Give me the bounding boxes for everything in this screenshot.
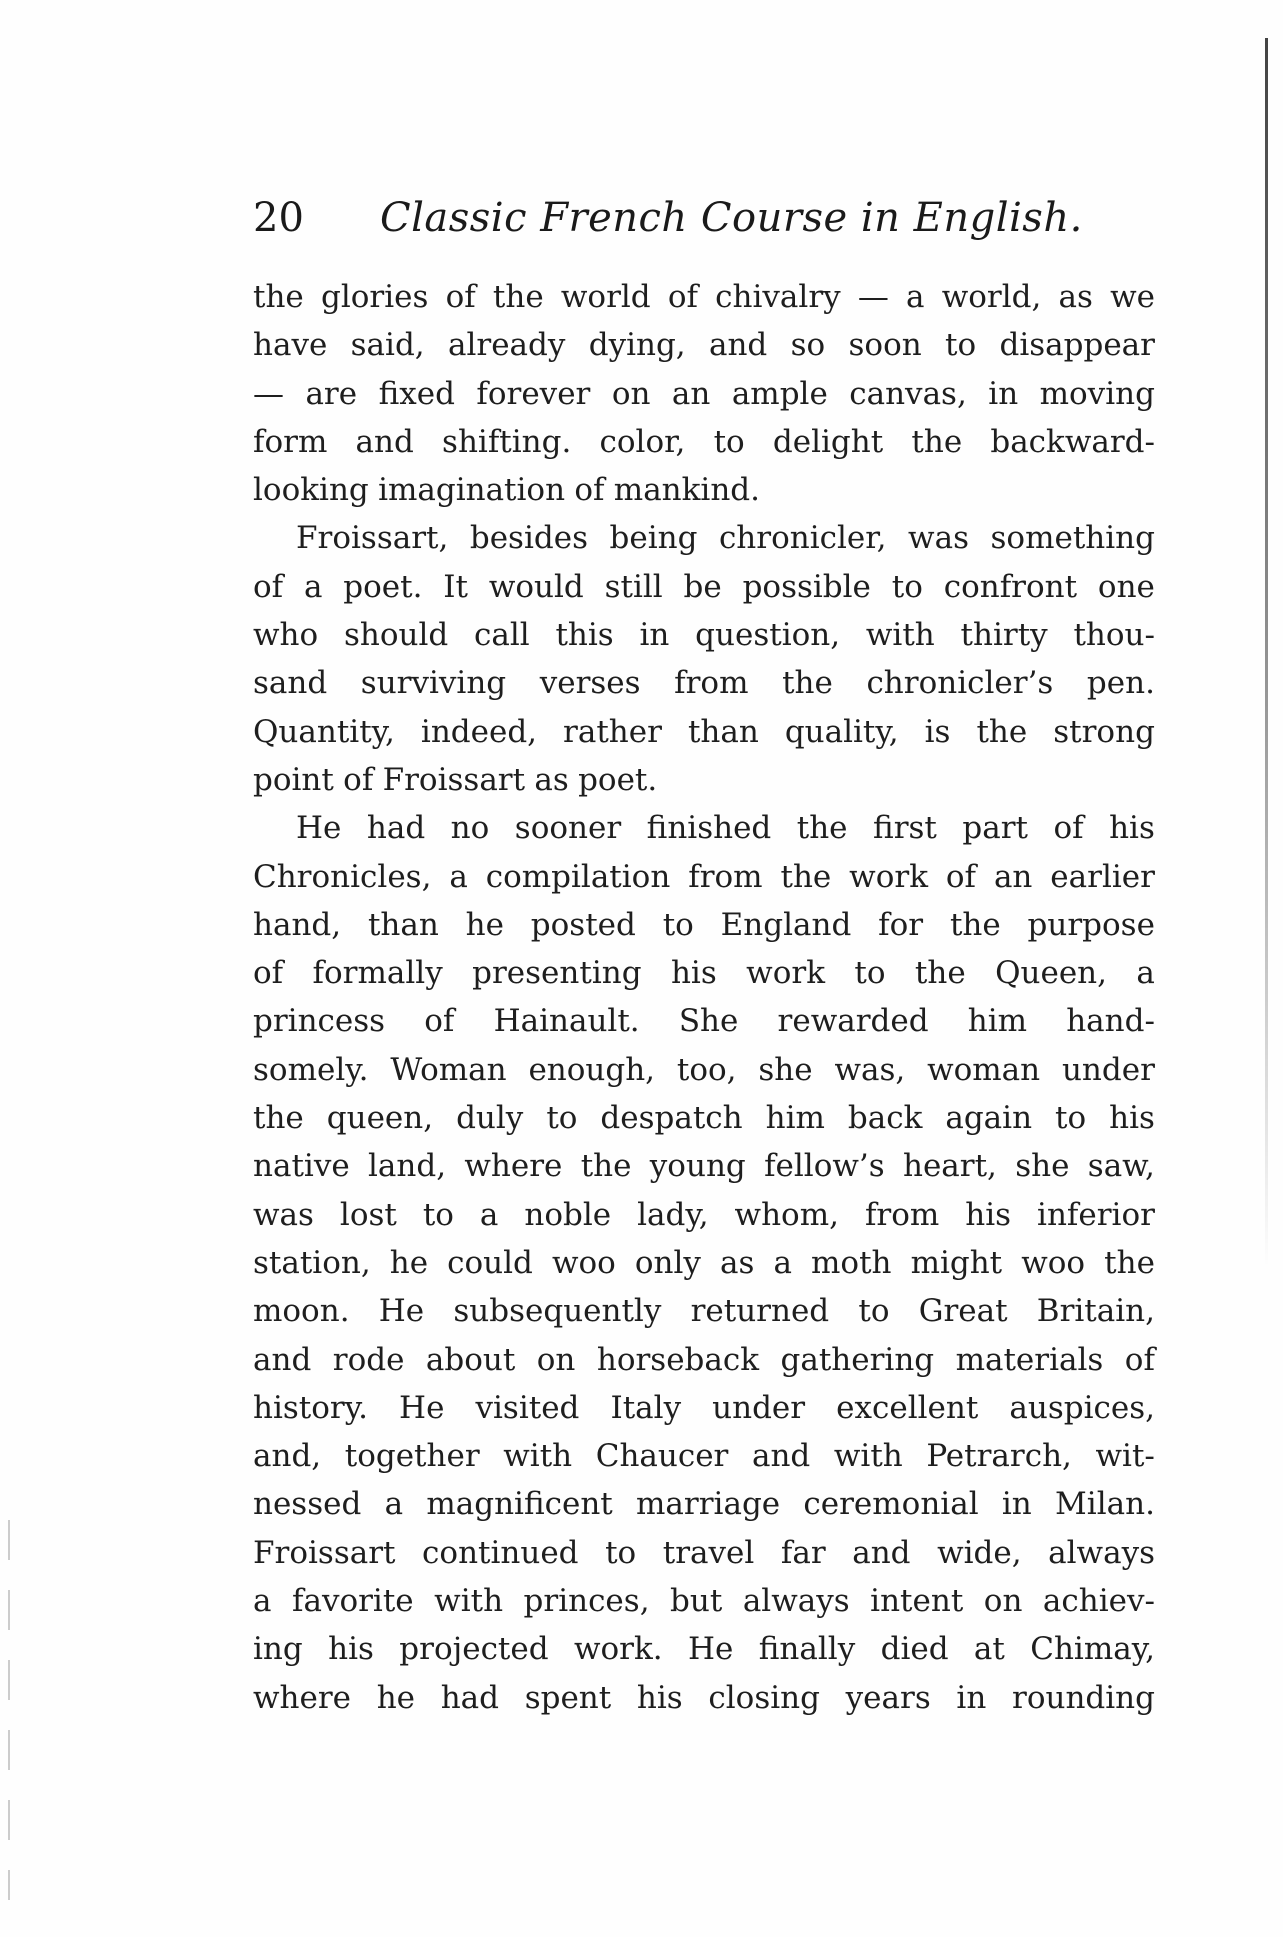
text-line: — are fixed forever on an ample canvas, in moving xyxy=(253,375,1155,412)
text-line: of a poet. It would still be possible to confront one xyxy=(253,568,1155,605)
text-line: station, he could woo only as a moth might woo the xyxy=(253,1244,1155,1281)
text-line: have said, already dying, and so soon to disappear xyxy=(253,327,1155,364)
text-line: nessed a magnificent marriage ceremonial in Milan. xyxy=(253,1486,1155,1523)
text-line: and, together with Chaucer and with Petrarch, wit- xyxy=(253,1438,1155,1475)
running-header xyxy=(253,193,1153,249)
text-line: of formally presenting his work to the Queen, a xyxy=(253,955,1155,992)
text-line: looking imagination of mankind. xyxy=(253,472,761,509)
body-text xyxy=(253,273,1155,1722)
text-line: Froissart continued to travel far and wide, always xyxy=(253,1534,1155,1571)
text-line: somely. Woman enough, too, she was, woman under xyxy=(253,1051,1155,1088)
text-line: point of Froissart as poet. xyxy=(253,761,658,798)
text-line: hand, than he posted to England for the purpose xyxy=(253,906,1155,943)
text-line: and rode about on horseback gathering materials of xyxy=(253,1341,1155,1378)
text-line: history. He visited Italy under excellent auspices, xyxy=(253,1389,1155,1426)
text-line: moon. He subsequently returned to Great Britain, xyxy=(253,1293,1155,1330)
text-line: who should call this in question, with thirty thou- xyxy=(253,617,1155,654)
text-line: Froissart, besides being chronicler, was something xyxy=(296,520,1155,557)
text-line: ing his projected work. He finally died at Chimay, xyxy=(253,1631,1155,1668)
text-line: was lost to a noble lady, whom, from his inferior xyxy=(253,1196,1155,1233)
text-line: sand surviving verses from the chronicler’s pen. xyxy=(253,665,1155,702)
page-edge-shadow xyxy=(1265,38,1268,1268)
text-line: Chronicles, a compilation from the work of an earlier xyxy=(253,858,1155,895)
text-line: princess of Hainault. She rewarded him hand- xyxy=(253,1003,1155,1040)
text-line: form and shifting. color, to delight the backward- xyxy=(253,423,1155,460)
text-line: the queen, duly to despatch him back again to his xyxy=(253,1100,1155,1137)
text-line: where he had spent his closing years in rounding xyxy=(253,1679,1155,1716)
text-line: the glories of the world of chivalry — a world, as we xyxy=(253,279,1155,315)
page-edge-mark xyxy=(8,1520,10,1900)
text-line: He had no sooner finished the first part of his xyxy=(296,810,1155,847)
page-number: 20 xyxy=(253,195,304,241)
text-line: a favorite with princes, but always intent on achiev- xyxy=(253,1583,1155,1620)
running-title: Classic French Course in English. xyxy=(380,195,1083,241)
text-line: native land, where the young fellow’s heart, she saw, xyxy=(253,1148,1155,1185)
text-line: Quantity, indeed, rather than quality, is the strong xyxy=(253,713,1155,750)
